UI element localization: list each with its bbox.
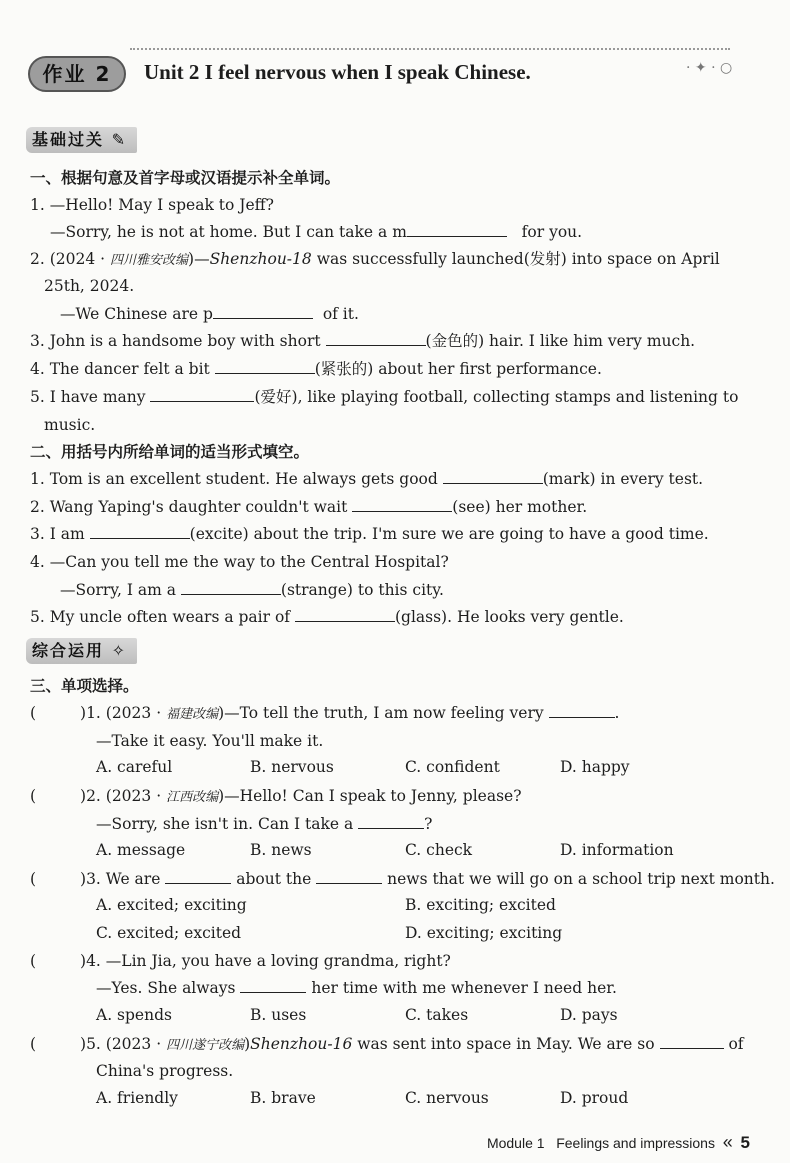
mc-q1-option-a[interactable]: A. careful: [96, 758, 173, 776]
mc-q5-option-a[interactable]: A. friendly: [96, 1089, 178, 1107]
answer-blank[interactable]: [213, 304, 313, 319]
answer-paren[interactable]: (: [30, 870, 37, 888]
mc-q2-option-c[interactable]: C. check: [405, 841, 473, 859]
mc-q4-stem-b-post: her time with me whenever I need her.: [311, 979, 617, 997]
p1-q2-text-c-post: of it.: [322, 305, 359, 323]
sparkle-icon: · ✦ · ○: [686, 60, 733, 76]
p1-q3-text-post: (金色的) hair. I like him very much.: [425, 332, 696, 350]
double-chevron-icon: «: [722, 1132, 733, 1152]
p1-q2-line1: [30, 249, 720, 271]
mc-q1-line2: —Take it easy. You'll make it.: [96, 732, 324, 750]
answer-blank[interactable]: [150, 387, 254, 402]
p2-q2: [30, 497, 587, 517]
mc-q4-stem: 4. —Lin Jia, you have a loving grandma, right?: [86, 952, 451, 970]
p1-q1-text-post: for you.: [521, 223, 583, 241]
section-tag-basics: [26, 127, 137, 153]
mc-q5-line1: [30, 1034, 744, 1056]
part3-title: 三、单项选择。: [30, 677, 139, 695]
answer-blank[interactable]: [443, 469, 543, 484]
p2-q2-text-post: (see) her mother.: [452, 498, 588, 516]
answer-blank[interactable]: [240, 978, 306, 993]
p2-q5-text-post: (glass). He looks very gentle.: [394, 608, 624, 626]
mc-q1-prefix: 1. (2023 ·: [86, 704, 167, 722]
p1-q2-line3: [60, 304, 359, 324]
p2-q3: [30, 524, 709, 544]
p1-q2-source: 四川雅安改编: [110, 253, 189, 268]
mc-q1-line1: [30, 703, 619, 725]
answer-paren[interactable]: (: [30, 1035, 37, 1053]
mc-q3-option-c[interactable]: C. excited; excited: [96, 924, 242, 942]
p2-q4-text: —Sorry, I am a: [60, 581, 176, 599]
answer-paren-close: ): [80, 787, 87, 805]
p1-q1-text: —Sorry, he is not at home. But I can take a m: [50, 223, 407, 241]
mc-q2-stem-b: —Sorry, she isn't in. Can I take a: [96, 815, 354, 833]
answer-blank[interactable]: [407, 222, 507, 237]
mc-q2-stem: )—Hello! Can I speak to Jenny, please?: [218, 787, 522, 805]
answer-blank[interactable]: [660, 1034, 724, 1049]
section-tag-basics-label: 基础过关: [32, 130, 105, 149]
unit-title: Unit 2 I feel nervous when I speak Chinese.: [144, 60, 531, 84]
p1-q2-spacecraft: Shenzhou-18: [209, 250, 312, 268]
p1-q5-text: 5. I have many: [30, 388, 146, 406]
p2-q1: [30, 469, 703, 489]
mc-q5-line2: China's progress.: [96, 1062, 234, 1080]
p1-q2-text-c: —We Chinese are p: [60, 305, 213, 323]
p2-q4-text-post: (strange) to this city.: [280, 581, 444, 599]
mc-q2-line2: [96, 814, 432, 834]
p2-q3-text-post: (excite) about the trip. I'm sure we are going to have a good time.: [189, 525, 709, 543]
header-dotted-line: [130, 48, 730, 50]
mc-q1-option-d[interactable]: D. happy: [560, 758, 630, 776]
p2-q4-line1: 4. —Can you tell me the way to the Central Hospital?: [30, 553, 449, 571]
mc-q3-stem-2: about the: [236, 870, 312, 888]
mc-q1-option-b[interactable]: B. nervous: [250, 758, 334, 776]
answer-blank[interactable]: [326, 331, 426, 346]
mc-q2-option-a[interactable]: A. message: [96, 841, 186, 859]
p1-q2-line2: 25th, 2024.: [44, 277, 135, 295]
mc-q4-option-d[interactable]: D. pays: [560, 1006, 618, 1024]
section-tag-application-label: 综合运用: [32, 641, 105, 660]
answer-blank[interactable]: [352, 497, 452, 512]
mc-q2-prefix: 2. (2023 ·: [86, 787, 167, 805]
p1-q2-prefix: 2. (2024 ·: [30, 250, 110, 268]
mc-q2-source: 江西改编: [166, 790, 219, 805]
mc-q3-stem-3: news that we will go on a school trip next month.: [387, 870, 775, 888]
mc-q2-option-d[interactable]: D. information: [560, 841, 674, 859]
mc-q4-option-b[interactable]: B. uses: [250, 1006, 307, 1024]
p2-q4-line2: [60, 580, 444, 600]
mc-q3-line1: [30, 869, 775, 889]
answer-blank[interactable]: [215, 359, 315, 374]
mc-q4-option-c[interactable]: C. takes: [405, 1006, 469, 1024]
mc-q3-stem-1: 3. We are: [86, 870, 161, 888]
part1-title: 一、根据句意及首字母或汉语提示补全单词。: [30, 169, 341, 187]
p1-q4: [30, 359, 602, 379]
p1-q5-line2: music.: [44, 416, 96, 434]
answer-paren-close: ): [80, 704, 87, 722]
p2-q5: [30, 607, 624, 627]
p1-q3: [30, 331, 695, 351]
mc-q5-spacecraft: Shenzhou-16: [250, 1035, 353, 1053]
answer-paren-close: ): [80, 1035, 87, 1053]
mc-q3-option-b[interactable]: B. exciting; excited: [405, 896, 556, 914]
mc-q1-source: 福建改编: [166, 707, 219, 722]
answer-blank[interactable]: [90, 524, 190, 539]
p1-q2-text: was successfully launched(发射) into space on April: [311, 250, 720, 268]
mc-q5-stem-post: of: [728, 1035, 744, 1053]
mc-q1-option-c[interactable]: C. confident: [405, 758, 500, 776]
mc-q2-option-b[interactable]: B. news: [250, 841, 312, 859]
answer-paren-close: ): [80, 870, 87, 888]
answer-paren[interactable]: (: [30, 787, 37, 805]
mc-q2-line1: [30, 786, 522, 808]
p1-q1-line1: 1. —Hello! May I speak to Jeff?: [30, 196, 274, 214]
mc-q4-line1: [30, 951, 451, 971]
mc-q5-option-b[interactable]: B. brave: [250, 1089, 316, 1107]
mc-q5-stem: was sent into space in May. We are so: [352, 1035, 655, 1053]
mc-q4-stem-b: —Yes. She always: [96, 979, 236, 997]
section-tag-application: [26, 638, 137, 664]
mc-q4-line2: [96, 978, 617, 998]
sparkle-icon: ✧: [104, 641, 127, 660]
p1-q4-text: 4. The dancer felt a bit: [30, 360, 210, 378]
mc-q5-mid: ): [244, 1035, 251, 1053]
answer-blank[interactable]: [181, 580, 281, 595]
p1-q3-text: 3. John is a handsome boy with short: [30, 332, 321, 350]
answer-blank[interactable]: [549, 703, 615, 718]
answer-paren[interactable]: (: [30, 704, 37, 722]
p1-q5-line1: [30, 387, 738, 407]
mc-q3-option-d[interactable]: D. exciting; exciting: [405, 924, 563, 942]
p2-q5-text: 5. My uncle often wears a pair of: [30, 608, 291, 626]
mc-q2-stem-b-post: ?: [424, 815, 433, 833]
p1-q5-text-post: (爱好), like playing football, collecting stamps and listening to: [254, 388, 739, 406]
p1-q2-mid: )—: [188, 250, 210, 268]
mc-q3-option-a[interactable]: A. excited; exciting: [96, 896, 247, 914]
mc-q5-prefix: 5. (2023 ·: [86, 1035, 167, 1053]
p1-q1-line2: [50, 222, 582, 242]
mc-q5-option-d[interactable]: D. proud: [560, 1089, 629, 1107]
footer-module: Module 1: [486, 1135, 545, 1151]
page-footer: [487, 1132, 750, 1153]
part2-title: 二、用括号内所给单词的适当形式填空。: [30, 443, 310, 461]
assignment-badge: 作业 2: [28, 56, 126, 92]
footer-title: Feelings and impressions: [556, 1135, 715, 1151]
mc-q4-option-a[interactable]: A. spends: [96, 1006, 172, 1024]
p1-q4-text-post: (紧张的) about her first performance.: [314, 360, 602, 378]
answer-blank[interactable]: [295, 607, 395, 622]
p2-q1-text: 1. Tom is an excellent student. He always gets good: [30, 470, 438, 488]
p2-q2-text: 2. Wang Yaping's daughter couldn't wait: [30, 498, 348, 516]
page-number: 5: [740, 1133, 750, 1152]
mc-q1-stem: )—To tell the truth, I am now feeling very: [218, 704, 544, 722]
pencil-icon: ✎: [104, 130, 127, 149]
mc-q1-stem-post: .: [614, 704, 620, 722]
answer-paren[interactable]: (: [30, 952, 37, 970]
p2-q1-text-post: (mark) in every test.: [542, 470, 704, 488]
answer-paren-close: ): [80, 952, 87, 970]
answer-blank[interactable]: [316, 869, 382, 884]
p2-q3-text: 3. I am: [30, 525, 85, 543]
answer-blank[interactable]: [358, 814, 424, 829]
answer-blank[interactable]: [165, 869, 231, 884]
mc-q5-source: 四川遂宁改编: [166, 1038, 245, 1053]
mc-q5-option-c[interactable]: C. nervous: [405, 1089, 489, 1107]
